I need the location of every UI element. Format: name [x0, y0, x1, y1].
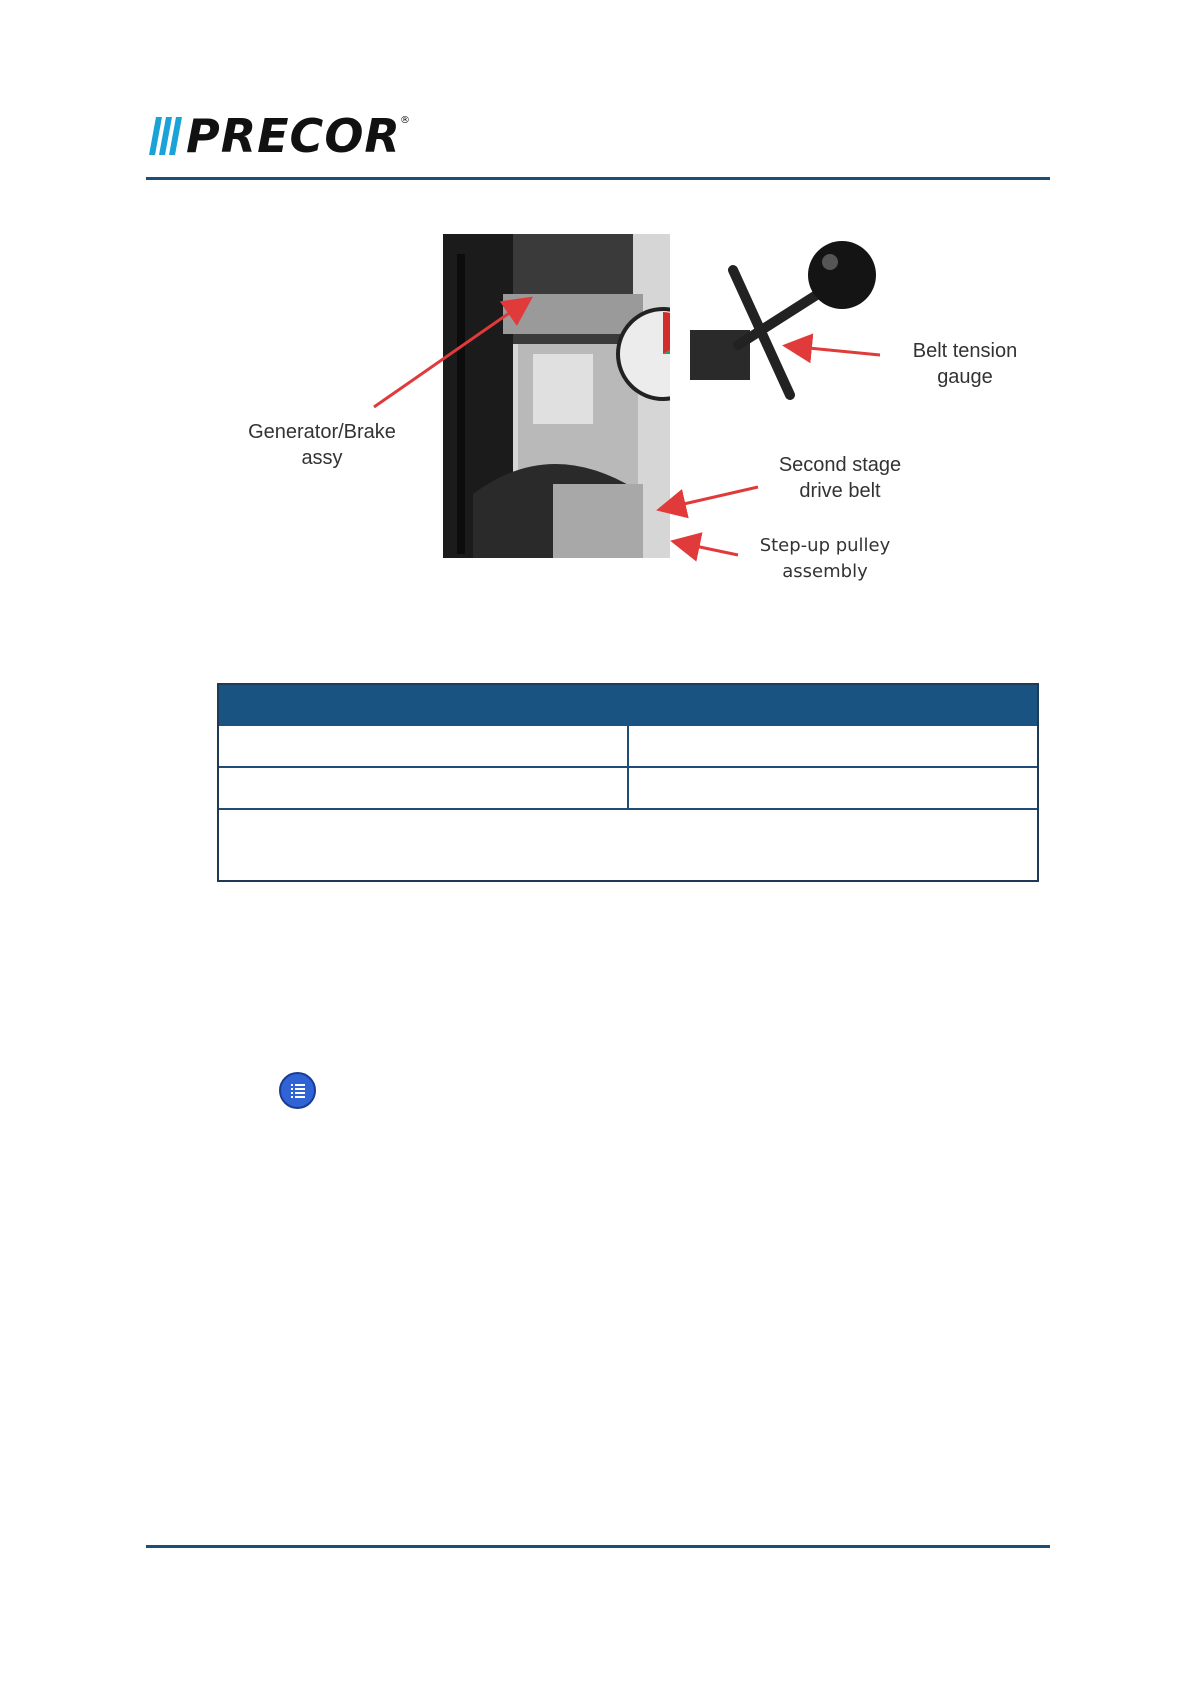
table-row — [219, 768, 1037, 810]
contents-menu-button[interactable] — [279, 1072, 316, 1109]
callout-second-stage-belt: Second stage drive belt — [778, 454, 902, 502]
spec-table-header — [219, 685, 1037, 726]
generator-brake-assembly-photo — [443, 234, 670, 558]
callout-step-up-pulley: Step-up pulley assembly — [759, 535, 891, 582]
callout-generator-brake: Generator/Brake assy — [248, 421, 396, 469]
table-row — [219, 726, 1037, 768]
list-icon — [281, 1074, 314, 1107]
precor-logo — [148, 109, 418, 163]
logo-stripes-icon — [148, 117, 188, 157]
footer-rule — [146, 1545, 1050, 1548]
column-divider — [627, 768, 629, 808]
spec-table — [217, 683, 1039, 882]
column-divider — [627, 726, 629, 766]
registered-mark: ® — [400, 115, 410, 126]
logo-wordmark: PRECOR — [186, 109, 401, 163]
table-note-row — [219, 810, 1037, 880]
callout-belt-tension-gauge: Belt tension gauge — [912, 340, 1018, 388]
header-rule — [146, 177, 1050, 180]
